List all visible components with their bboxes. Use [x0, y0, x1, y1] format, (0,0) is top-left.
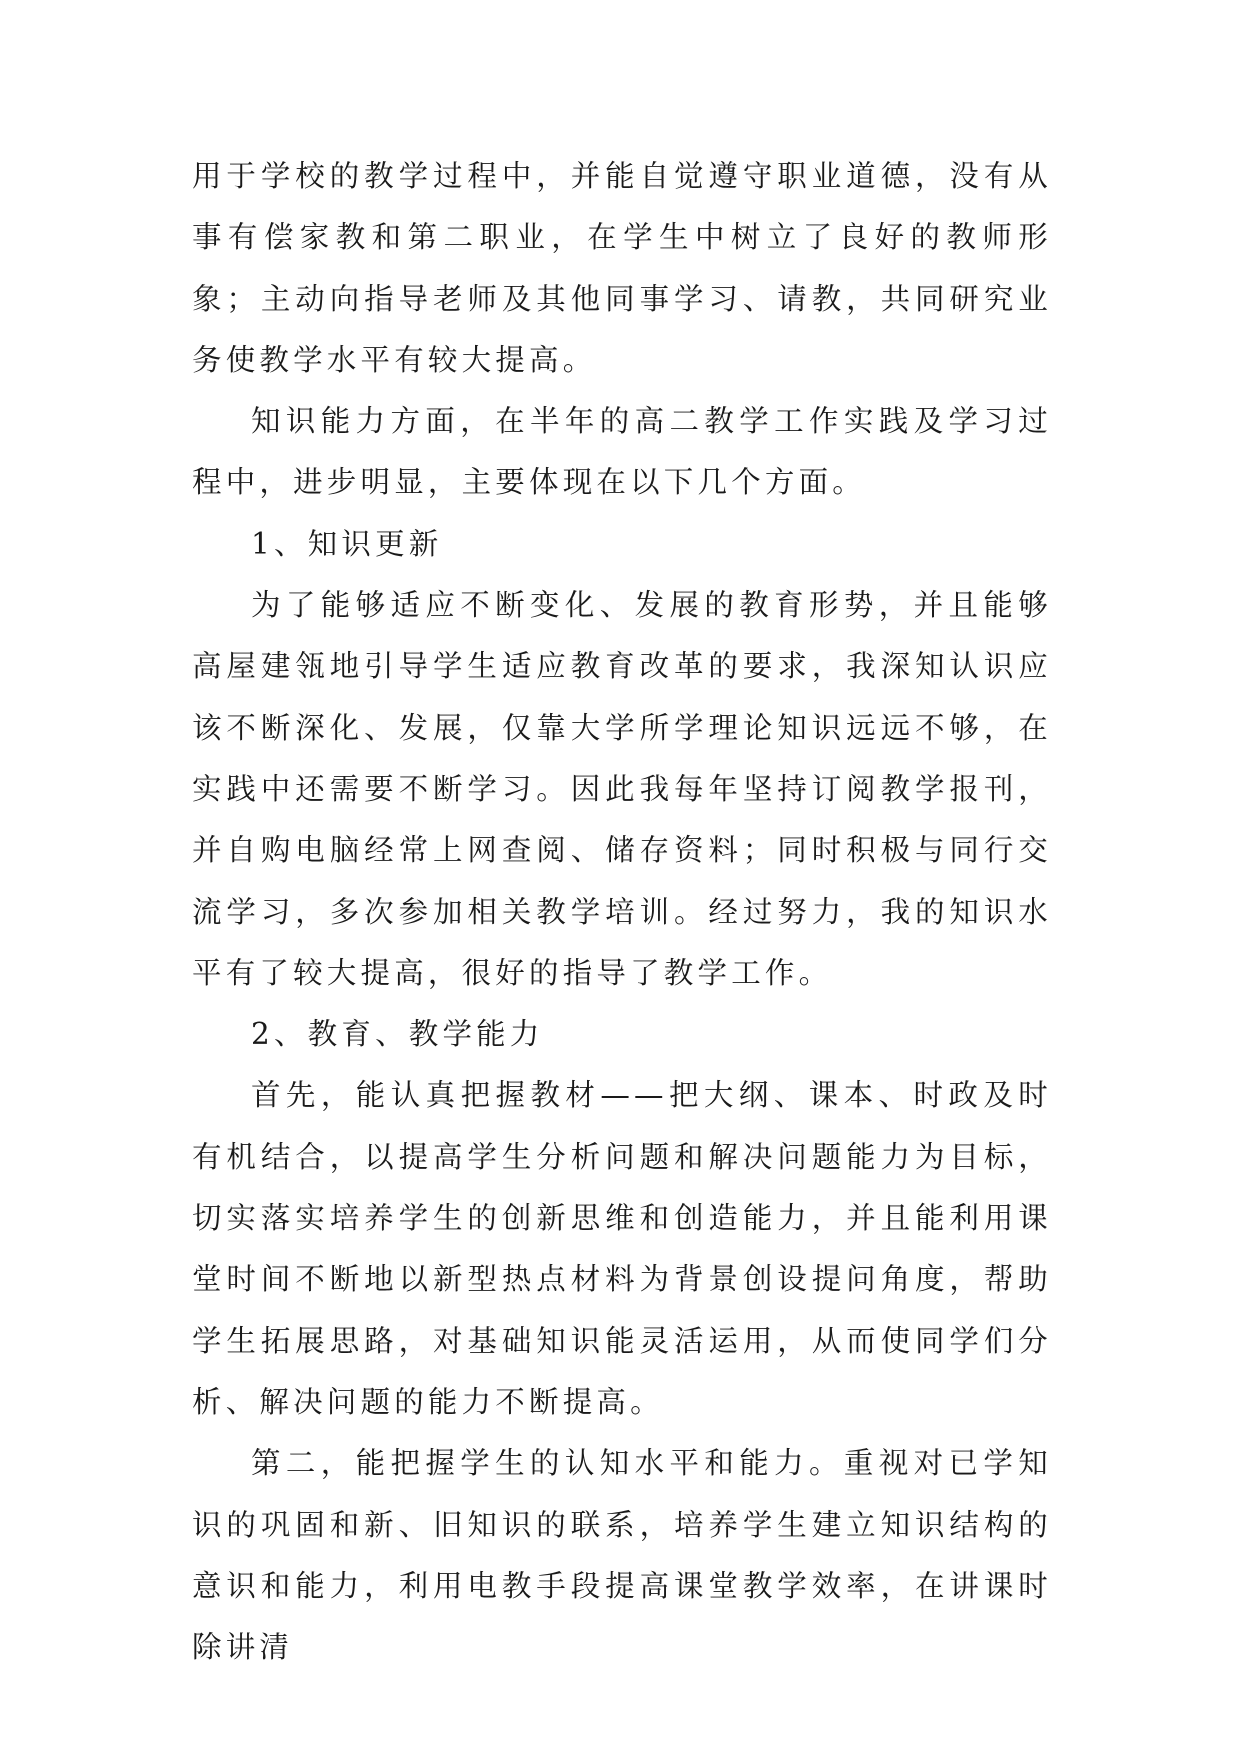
paragraph-knowledge-ability: 知识能力方面，在半年的高二教学工作实践及学习过程中，进步明显，主要体现在以下几个方面。 — [192, 404, 1052, 500]
paragraph-student-cognition: 第二，能把握学生的认知水平和能力。重视对已学知识的巩固和新、旧知识的联系，培养学生建立知识结构的意识和能力，利用电教手段提高课堂教学效率，在讲课时除讲清 — [192, 1446, 1052, 1665]
document-page — [192, 146, 1052, 1678]
section-heading-teaching-ability: 2、教育、教学能力 — [251, 1017, 544, 1052]
paragraph-conduct: 用于学校的教学过程中，并能自觉遵守职业道德，没有从事有偿家教和第二职业，在学生中树立了良好的教师形象；主动向指导老师及其他同事学习、请教，共同研究业务使教学水平有较大提高。 — [192, 159, 1052, 377]
section-heading-knowledge-update: 1、知识更新 — [251, 526, 443, 561]
paragraph-knowledge-update: 为了能够适应不断变化、发展的教育形势，并且能够高屋建瓴地引导学生适应教育改革的要求，我深知认识应该不断深化、发展，仅靠大学所学理论知识远远不够，在实践中还需要不断学习。因此我每年坚持订阅教学报刊，并自购电脑经常上网查阅、储存资料；同时积极与同行交流学习，多次参加相关教学培训。经过努力，我的知识水平有了较大提高，很好的指导了教学工作。 — [192, 588, 1052, 990]
paragraph-textbook-mastery: 首先，能认真把握教材——把大纲、课本、时政及时有机结合，以提高学生分析问题和解决问题能力为目标，切实落实培养学生的创新思维和创造能力，并且能利用课堂时间不断地以新型热点材料为背景创设提问角度，帮助学生拓展思路，对基础知识能灵活运用，从而使同学们分析、解决问题的能力不断提高。 — [192, 1078, 1052, 1419]
